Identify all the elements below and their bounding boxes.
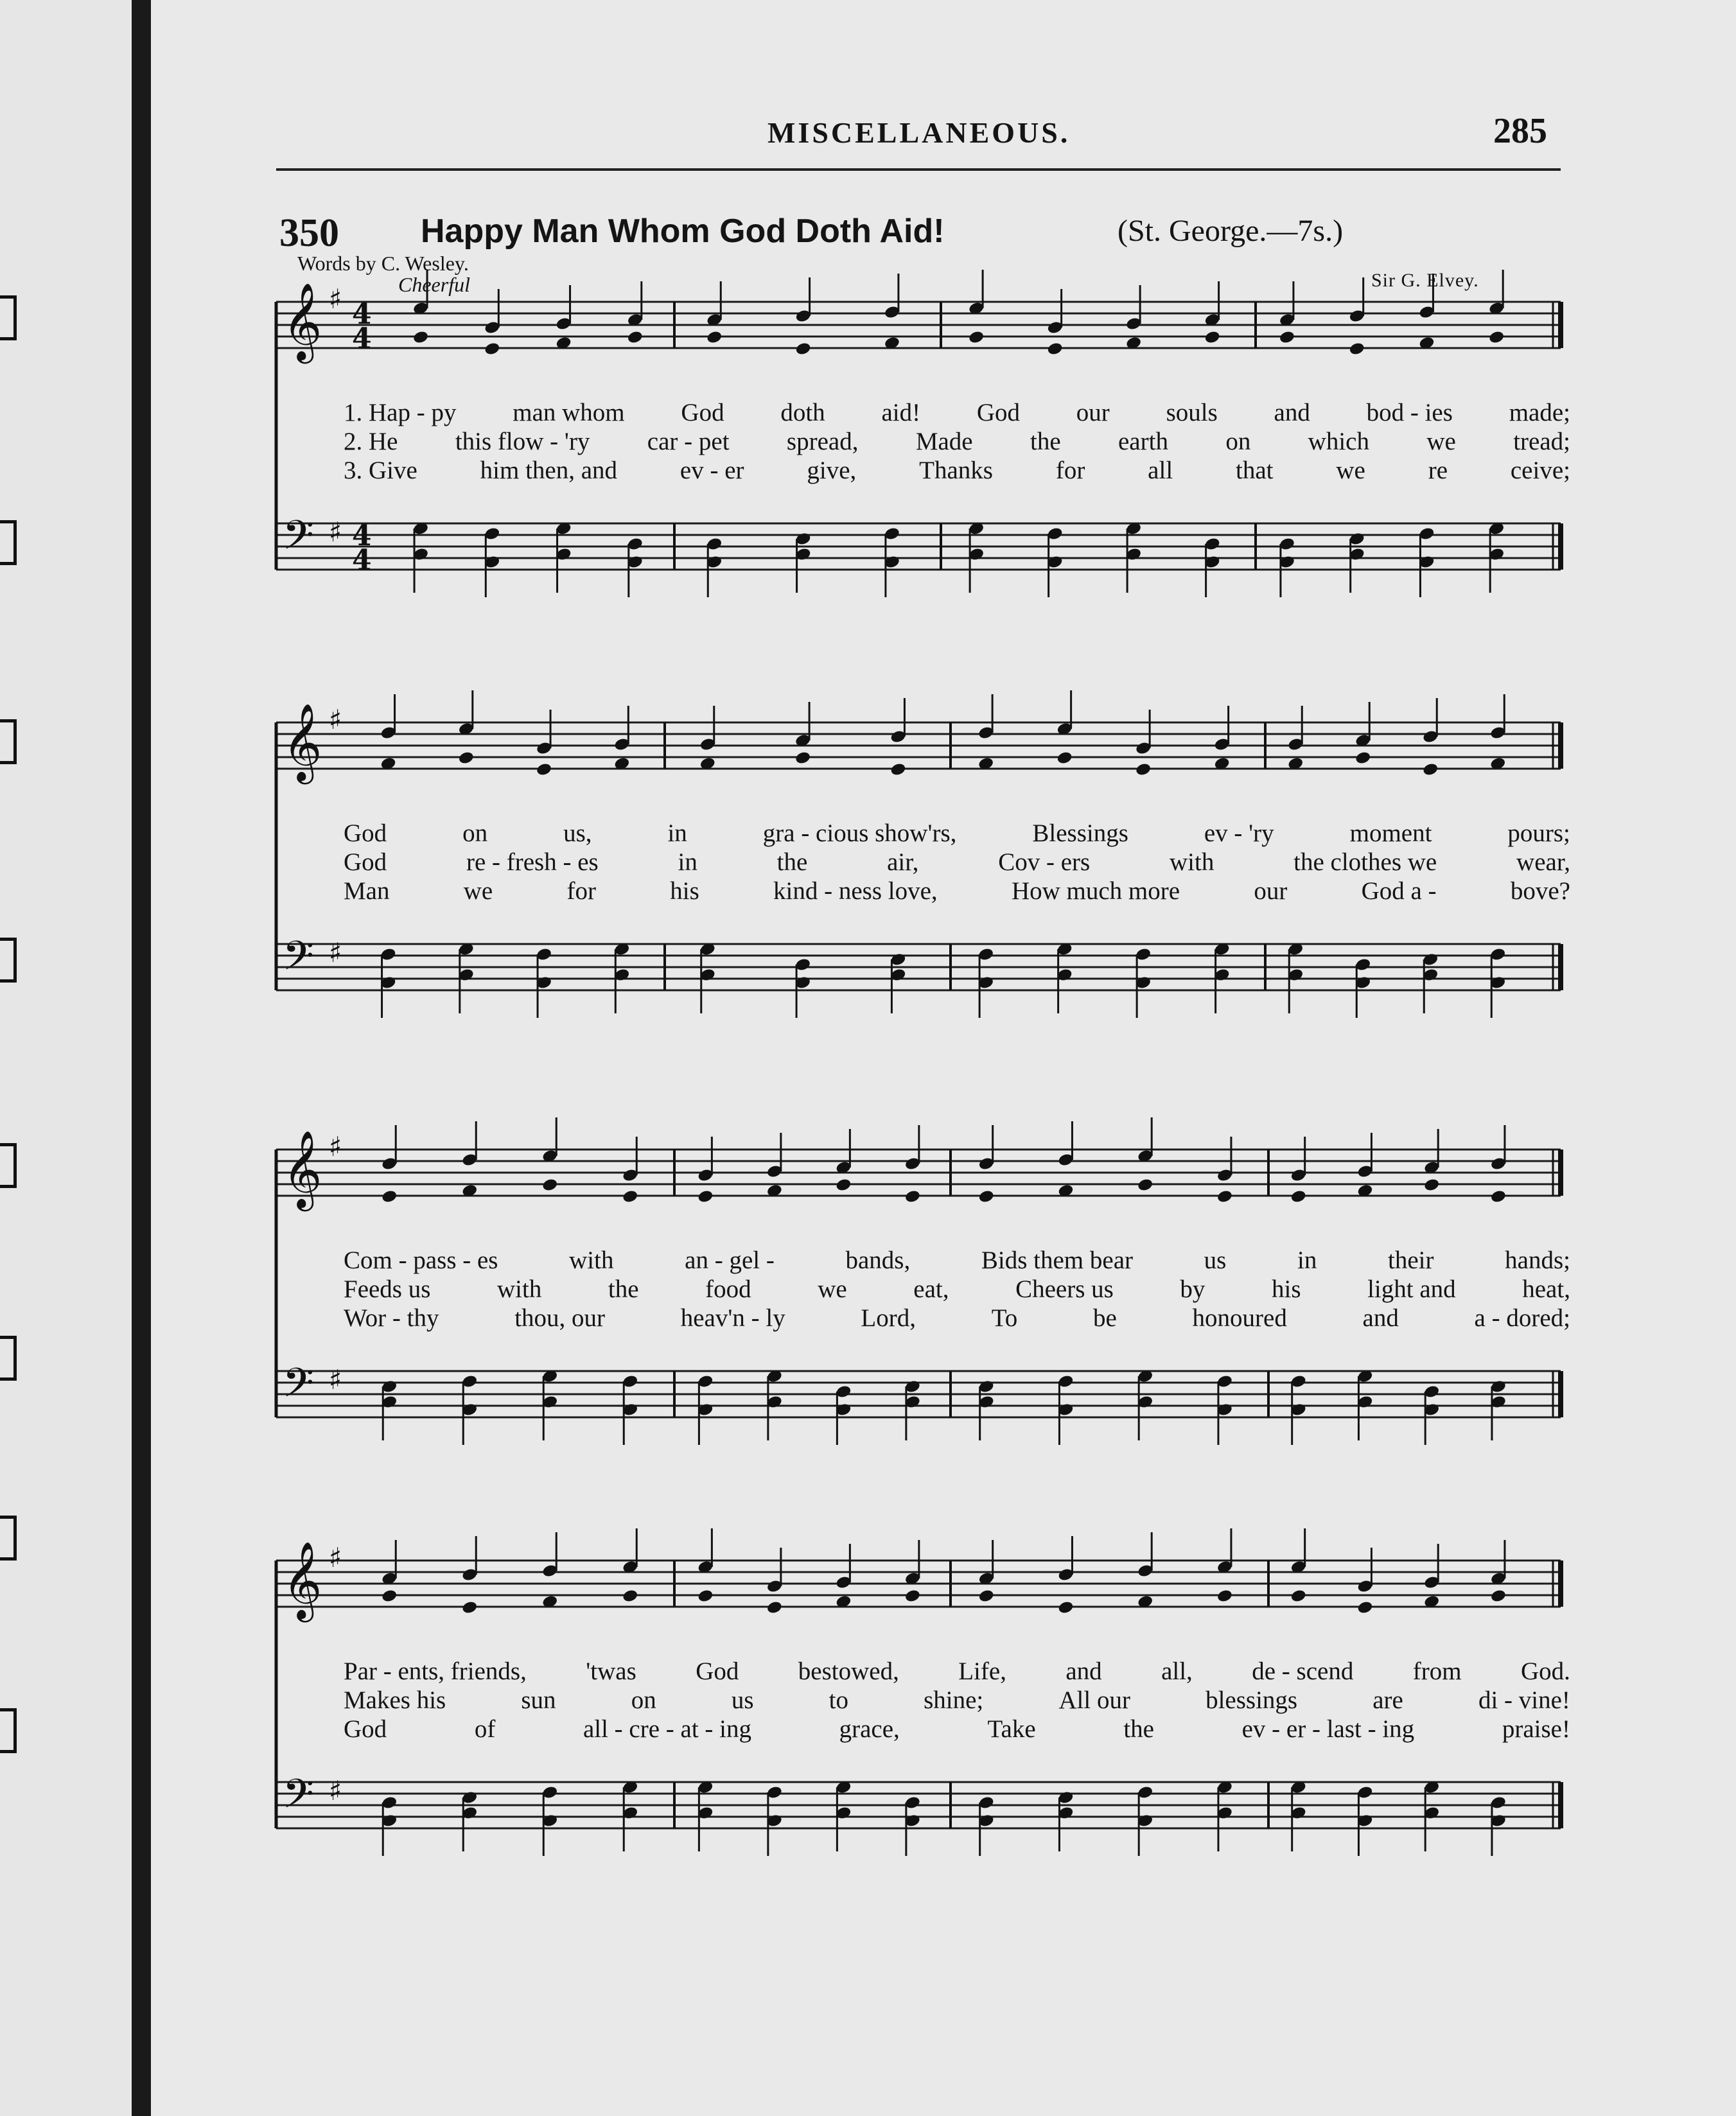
lyric-syllable: Man	[344, 877, 390, 905]
lyric-syllable: are	[1372, 1686, 1403, 1714]
verse-line	[344, 1304, 1570, 1333]
notehead	[1279, 330, 1295, 345]
lyric-syllable: God	[681, 399, 724, 426]
lyric-syllable: moment	[1349, 819, 1432, 847]
lyric-syllable: de - scend	[1252, 1657, 1354, 1685]
notehead	[1490, 1589, 1507, 1604]
lyric-syllable: we	[1336, 457, 1365, 484]
lyric-syllable: us,	[563, 819, 592, 847]
lyric-syllable: that	[1236, 457, 1274, 484]
lyric-syllable: all - cre - at - ing	[583, 1715, 751, 1743]
notehead	[697, 1589, 714, 1604]
notehead	[622, 1189, 638, 1204]
lyric-syllable: Par - ents, friends,	[344, 1657, 527, 1685]
lyric-syllable: pours;	[1507, 819, 1570, 847]
lyric-syllable: on	[462, 819, 488, 847]
lyric-syllable: re	[1428, 457, 1448, 484]
lyric-syllable: 2. He	[344, 428, 398, 455]
lyric-syllable: their	[1388, 1246, 1434, 1274]
bass-clef: 𝄢	[283, 1359, 314, 1416]
lyric-syllable: Com - pass - es	[344, 1246, 498, 1274]
key-signature-sharp: ♯	[329, 704, 342, 735]
lyric-syllable: aid!	[881, 399, 921, 426]
lyric-syllable: all,	[1161, 1657, 1193, 1685]
verse-line	[344, 1657, 1570, 1686]
lyric-syllable: shine;	[924, 1686, 984, 1714]
lyric-syllable: and	[1274, 399, 1310, 426]
lyric-syllable: heav'n - ly	[680, 1304, 785, 1332]
page-number: 285	[1493, 111, 1547, 151]
notehead	[541, 1178, 558, 1193]
lyric-syllable: Cov - ers	[998, 848, 1091, 876]
composer-credit: Sir G. Elvey.	[1371, 270, 1479, 291]
lyric-syllable: with	[1170, 848, 1214, 876]
lyric-syllable: in	[678, 848, 697, 876]
lyric-syllable: Thanks	[919, 457, 993, 484]
notehead	[1349, 342, 1365, 356]
notehead	[1216, 1589, 1233, 1604]
facing-staff-fragment	[0, 1143, 17, 1188]
lyric-syllable: in	[667, 819, 687, 847]
lyric-syllable: Bids them bear	[981, 1246, 1134, 1274]
notehead	[484, 342, 500, 356]
lyric-syllable: God a -	[1361, 877, 1437, 905]
book-gutter	[132, 0, 151, 2116]
lyric-syllable: made;	[1509, 399, 1570, 426]
lyric-syllable: ev - 'ry	[1204, 819, 1274, 847]
lyric-syllable: God	[696, 1657, 739, 1685]
lyric-syllable: eat,	[913, 1275, 949, 1303]
key-signature-sharp: ♯	[329, 283, 342, 315]
lyric-syllable: in	[1297, 1246, 1317, 1274]
lyric-syllable: To	[991, 1304, 1018, 1332]
lyric-syllable: all	[1148, 457, 1173, 484]
lyric-syllable: the	[608, 1275, 639, 1303]
lyric-syllable: sun	[521, 1686, 556, 1714]
key-signature-sharp: ♯	[329, 516, 342, 548]
hymn-title: Happy Man Whom God Doth Aid!	[421, 213, 945, 250]
lyric-syllable: the	[1123, 1715, 1154, 1743]
lyric-syllable: the clothes we	[1293, 848, 1437, 876]
verse-line	[344, 819, 1570, 848]
lyric-syllable: Cheers us	[1015, 1275, 1114, 1303]
lyric-syllable: be	[1093, 1304, 1117, 1332]
hymnal-page	[151, 0, 1736, 2116]
notehead	[1290, 1189, 1307, 1204]
verse-line	[344, 1275, 1570, 1304]
bass-clef: 𝄢	[283, 1770, 314, 1827]
lyric-syllable: Feeds us	[344, 1275, 431, 1303]
facing-staff-fragment	[0, 295, 17, 340]
time-signature-bottom: 4	[352, 322, 372, 355]
notehead	[835, 1178, 852, 1193]
lyric-syllable: honoured	[1192, 1304, 1287, 1332]
lyric-syllable: Blessings	[1032, 819, 1128, 847]
facing-staff-fragment	[0, 1516, 17, 1561]
bass-clef: 𝄢	[283, 511, 314, 568]
verse-line	[344, 427, 1570, 456]
lyric-syllable: Wor - thy	[344, 1304, 439, 1332]
lyric-syllable: with	[569, 1246, 614, 1274]
key-signature-sharp: ♯	[329, 937, 342, 968]
lyric-syllable: our	[1076, 399, 1110, 426]
lyric-syllable: we	[463, 877, 493, 905]
lyric-syllable: 3. Give	[344, 457, 417, 484]
lyric-syllable: bod - ies	[1366, 399, 1453, 426]
facing-staff-fragment	[0, 520, 17, 565]
lyric-syllable: blessings	[1206, 1686, 1298, 1714]
lyric-syllable: his	[1271, 1275, 1301, 1303]
lyric-syllable: doth	[780, 399, 825, 426]
lyric-syllable: food	[705, 1275, 751, 1303]
notehead	[622, 1589, 638, 1604]
lyric-syllable: us	[731, 1686, 754, 1714]
facing-staff-fragment	[0, 1708, 17, 1753]
notehead	[381, 1189, 398, 1204]
notehead	[1355, 751, 1371, 765]
notehead	[536, 762, 552, 777]
facing-page-edge	[0, 0, 132, 2116]
lyric-syllable: souls	[1166, 399, 1218, 426]
tune-name: (St. George.—7s.)	[1118, 214, 1344, 248]
lyric-syllable: give,	[807, 457, 857, 484]
notehead	[1290, 1589, 1307, 1604]
notehead	[1204, 330, 1221, 345]
lyric-syllable: God.	[1520, 1657, 1570, 1685]
lyric-syllable: on	[1225, 428, 1251, 455]
notehead	[1057, 751, 1073, 765]
lyric-syllable: we	[1426, 428, 1456, 455]
lyric-syllable: car - pet	[647, 428, 730, 455]
treble-clef: 𝄞	[283, 282, 322, 360]
lyric-syllable: an - gel -	[685, 1246, 775, 1274]
lyric-syllable: by	[1180, 1275, 1206, 1303]
lyric-syllable: 'twas	[586, 1657, 636, 1685]
verse-line	[344, 1715, 1570, 1744]
lyric-syllable: tread;	[1513, 428, 1570, 455]
notehead	[706, 330, 723, 345]
lyric-syllable: on	[631, 1686, 656, 1714]
lyric-syllable: God	[976, 399, 1021, 426]
lyric-syllable: his	[670, 877, 699, 905]
lyric-syllable: and	[1065, 1657, 1102, 1685]
notehead	[1356, 1600, 1373, 1615]
lyric-syllable: light and	[1367, 1275, 1456, 1303]
lyric-syllable: and	[1362, 1304, 1399, 1332]
notehead	[458, 751, 475, 765]
lyric-syllable: All our	[1058, 1686, 1130, 1714]
lyric-syllable: bands,	[845, 1246, 911, 1274]
lyric-syllable: the	[776, 848, 808, 876]
lyric-syllable: gra - cious show'rs,	[762, 819, 957, 847]
notehead	[412, 330, 429, 345]
notehead	[1216, 1189, 1233, 1204]
key-signature-sharp: ♯	[329, 1542, 342, 1573]
lyric-syllable: our	[1254, 877, 1288, 905]
lyric-syllable: God	[344, 848, 387, 876]
running-head: MISCELLANEOUS.	[767, 116, 1071, 149]
lyric-syllable: God	[344, 1715, 387, 1743]
notehead	[1047, 342, 1064, 356]
lyric-syllable: thou, our	[514, 1304, 606, 1332]
lyric-syllable: us	[1204, 1246, 1227, 1274]
lyric-syllable: bestowed,	[798, 1657, 899, 1685]
lyric-syllable: ev - er	[679, 457, 744, 484]
header-rule	[276, 168, 1561, 171]
lyric-syllable: man whom	[513, 399, 625, 426]
lyric-syllable: Makes his	[344, 1686, 446, 1714]
lyric-syllable: How much more	[1011, 877, 1180, 905]
facing-staff-fragment	[0, 1336, 17, 1381]
lyric-syllable: air,	[887, 848, 919, 876]
notehead	[978, 1589, 995, 1604]
notehead	[1490, 1189, 1507, 1204]
notehead	[904, 1189, 921, 1204]
words-credit: Words by C. Wesley.	[297, 252, 469, 275]
notehead	[1422, 762, 1439, 777]
notehead	[766, 1600, 783, 1615]
lyric-syllable: Life,	[958, 1657, 1006, 1685]
lyric-syllable: wear,	[1516, 848, 1570, 876]
lyric-syllable: from	[1412, 1657, 1462, 1685]
key-signature-sharp: ♯	[329, 1131, 342, 1162]
lyric-syllable: him then, and	[480, 457, 618, 484]
facing-staff-fragment	[0, 719, 17, 764]
lyric-syllable: Take	[987, 1715, 1036, 1743]
lyric-syllable: Made	[915, 428, 973, 455]
lyric-syllable: for	[1055, 457, 1085, 484]
notehead	[890, 762, 906, 777]
notehead	[1057, 1600, 1074, 1615]
hymn-number: 350	[279, 211, 339, 255]
bass-clef: 𝄢	[283, 932, 314, 989]
verse-line	[344, 1686, 1570, 1715]
tempo-marking: Cheerful	[398, 273, 470, 296]
time-signature-bottom: 4	[352, 544, 372, 577]
verse-line	[344, 877, 1570, 905]
lyric-syllable: we	[818, 1275, 847, 1303]
time-signature-top: 4	[352, 298, 372, 331]
lyric-syllable: ev - er - last - ing	[1241, 1715, 1415, 1743]
lyric-syllable: di - vine!	[1478, 1686, 1570, 1714]
notehead	[461, 1600, 478, 1615]
lyric-syllable: 1. Hap - py	[344, 399, 457, 426]
lyric-syllable: praise!	[1502, 1715, 1570, 1743]
lyric-syllable: spread,	[786, 428, 859, 455]
notehead	[697, 1189, 714, 1204]
lyric-syllable: ceive;	[1510, 457, 1570, 484]
lyric-syllable: Lord,	[861, 1304, 916, 1332]
lyric-syllable: hands;	[1505, 1246, 1570, 1274]
lyric-syllable: re - fresh - es	[466, 848, 599, 876]
lyric-syllable: to	[829, 1686, 848, 1714]
key-signature-sharp: ♯	[329, 1775, 342, 1806]
treble-clef: 𝄞	[283, 1130, 322, 1208]
treble-clef: 𝄞	[283, 1541, 322, 1619]
lyric-syllable: which	[1308, 428, 1369, 455]
notehead	[627, 330, 644, 345]
facing-staff-fragment	[0, 938, 17, 983]
lyric-syllable: kind - ness love,	[773, 877, 938, 905]
key-signature-sharp: ♯	[329, 1364, 342, 1395]
verse-line	[344, 1246, 1570, 1275]
lyric-syllable: this flow - 'ry	[455, 428, 590, 455]
time-signature-top: 4	[352, 520, 372, 552]
lyric-syllable: heat,	[1522, 1275, 1570, 1303]
lyric-syllable: for	[566, 877, 596, 905]
notehead	[904, 1589, 921, 1604]
notehead	[795, 342, 812, 356]
lyric-syllable: grace,	[839, 1715, 900, 1743]
lyric-syllable: a - dored;	[1474, 1304, 1570, 1332]
verse-line	[344, 456, 1570, 485]
lyric-syllable: the	[1030, 428, 1061, 455]
treble-clef: 𝄞	[283, 703, 322, 781]
lyric-syllable: God	[344, 819, 387, 847]
notehead	[381, 1589, 398, 1604]
notehead	[1488, 330, 1505, 345]
lyric-syllable: bove?	[1510, 877, 1570, 905]
lyric-syllable: with	[497, 1275, 542, 1303]
notehead	[968, 330, 985, 345]
notehead	[1423, 1178, 1440, 1193]
notehead	[978, 1189, 995, 1204]
verse-line	[344, 848, 1570, 877]
lyric-syllable: of	[474, 1715, 496, 1743]
notehead	[1137, 1178, 1153, 1193]
notehead	[1135, 762, 1152, 777]
lyric-syllable: earth	[1118, 428, 1168, 455]
notehead	[794, 751, 811, 765]
verse-line	[344, 398, 1570, 427]
